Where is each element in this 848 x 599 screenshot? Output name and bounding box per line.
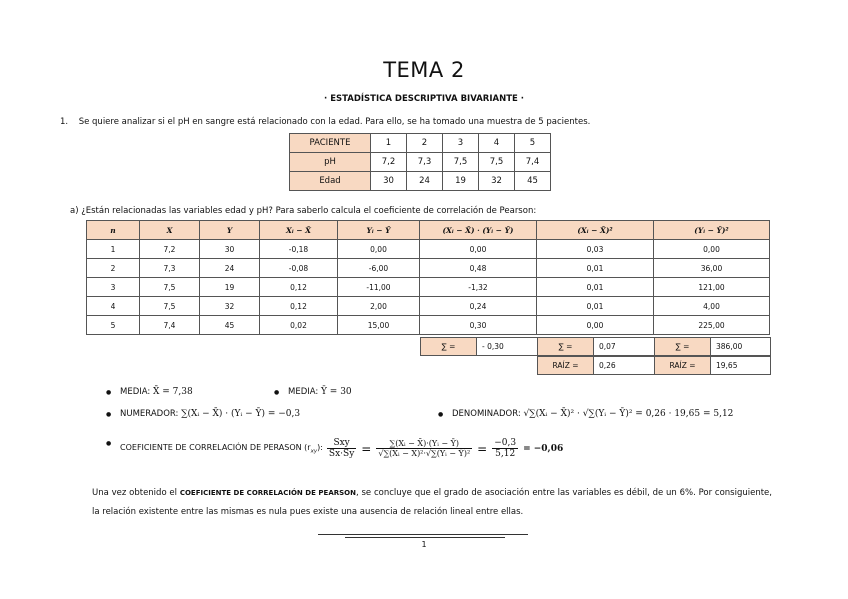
table-cell: 7,2 <box>371 153 407 172</box>
sum-label: ∑ = <box>421 338 477 355</box>
table-row <box>290 134 551 153</box>
sum-label: ∑ = <box>655 338 711 355</box>
pearson-coefficient <box>120 438 563 459</box>
table-cell: -1,32 <box>420 278 537 297</box>
table-cell: 121,00 <box>654 278 770 297</box>
table-cell: 2 <box>407 134 443 153</box>
denominador-label: DENOMINADOR: <box>452 409 521 419</box>
table-cell: 7,5 <box>443 153 479 172</box>
table-cell: 0,48 <box>420 259 537 278</box>
row-label: pH <box>290 153 371 172</box>
sum-xy-box <box>420 337 538 356</box>
page-title: TEMA 2 <box>383 58 465 82</box>
table-cell: 0,00 <box>338 240 420 259</box>
column-header: Yᵢ − Ȳ <box>338 221 420 240</box>
table-cell: 7,5 <box>140 278 200 297</box>
table-cell: 45 <box>515 172 551 191</box>
table-row <box>87 278 770 297</box>
table-row <box>87 316 770 335</box>
column-header: (Yᵢ − Ȳ)² <box>654 221 770 240</box>
table-cell: 0,00 <box>537 316 654 335</box>
table-cell: 4,00 <box>654 297 770 316</box>
table-cell: 19 <box>200 278 260 297</box>
table-cell: 7,5 <box>479 153 515 172</box>
root-label: RAÍZ = <box>655 357 711 374</box>
table-cell: 19 <box>443 172 479 191</box>
media-x <box>120 387 193 397</box>
sum-xy-value: - 0,30 <box>477 338 504 355</box>
table-cell: 7,3 <box>407 153 443 172</box>
table-row <box>87 297 770 316</box>
table-cell: 1 <box>87 240 140 259</box>
equals-sign: = <box>361 441 372 456</box>
fraction-sxy: $\frac{\text{Sxy}}{Sx\cdot Sy}$ <box>328 438 355 459</box>
table-cell: 7,5 <box>140 297 200 316</box>
table-cell: 36,00 <box>654 259 770 278</box>
conclusion-paragraph: Una vez obtenido el COEFICIENTE DE CORRELACIÓN DE PEARSON, se concluye que el grado de asociación entre las variables es débil, de un 6%. Por consiguiente, la relación existente entre las mismas es nula pues existe una ausencia de relación lineal entre ellas. <box>92 488 772 517</box>
table-cell: 2 <box>87 259 140 278</box>
table-cell: 0,12 <box>260 278 338 297</box>
table-cell: -6,00 <box>338 259 420 278</box>
table-cell: 0,24 <box>420 297 537 316</box>
root-x2-box <box>537 356 655 375</box>
page-number: 1 <box>421 540 427 549</box>
question-number: 1. <box>60 117 69 127</box>
table-cell: 0,03 <box>537 240 654 259</box>
fraction-formula: $\frac{\text{∑(Xᵢ − X̄)·(Yᵢ − Ȳ)}}{\text{√∑(Xᵢ − X̄)²·√∑(Yᵢ − Ȳ)²}}$ <box>378 439 471 458</box>
table-cell: 2,00 <box>338 297 420 316</box>
table-cell: 0,01 <box>537 297 654 316</box>
table-cell: 45 <box>200 316 260 335</box>
table-cell: 5 <box>87 316 140 335</box>
row-label: Edad <box>290 172 371 191</box>
table-cell: 4 <box>479 134 515 153</box>
table-cell: 7,4 <box>140 316 200 335</box>
table-cell: 7,2 <box>140 240 200 259</box>
table-cell: 3 <box>87 278 140 297</box>
root-label: RAÍZ = <box>538 357 594 374</box>
row-label: PACIENTE <box>290 134 371 153</box>
table-cell: 7,4 <box>515 153 551 172</box>
column-header: X <box>140 221 200 240</box>
table-header-row <box>87 221 770 240</box>
sum-x2-box <box>537 337 655 356</box>
table-cell: 24 <box>407 172 443 191</box>
table-cell: 1 <box>371 134 407 153</box>
question-a: a) ¿Están relacionadas las variables edad y pH? Para saberlo calcula el coeficiente de correlación de Pearson: <box>70 206 537 216</box>
table-row <box>87 259 770 278</box>
equals-sign: = <box>477 441 488 456</box>
table-cell: 30 <box>371 172 407 191</box>
table-cell: 0,01 <box>537 278 654 297</box>
column-header: n <box>87 221 140 240</box>
table-cell: 0,30 <box>420 316 537 335</box>
table-cell: 0,00 <box>420 240 537 259</box>
media-x-label: MEDIA: <box>120 387 151 397</box>
table-cell: 3 <box>443 134 479 153</box>
table-cell: 32 <box>479 172 515 191</box>
media-y-label: MEDIA: <box>288 387 319 397</box>
table-row <box>290 153 551 172</box>
media-y <box>288 387 352 397</box>
table-cell: 0,00 <box>654 240 770 259</box>
table-cell: 5 <box>515 134 551 153</box>
denominador-value: √∑(Xᵢ − X̄)² · √∑(Yᵢ − Ȳ)² = 0,26 · 19,65 = 5,12 <box>523 409 734 419</box>
conclusion-emphasis: COEFICIENTE DE CORRELACIÓN DE PEARSON <box>179 489 356 497</box>
question-text: Se quiere analizar si el pH en sangre está relacionado con la edad. Para ello, se ha tomado una muestra de 5 pacientes. <box>78 117 591 127</box>
table-cell: 7,3 <box>140 259 200 278</box>
table-row <box>87 240 770 259</box>
footer-divider <box>345 537 505 538</box>
table-cell: 15,00 <box>338 316 420 335</box>
sum-x2-value: 0,07 <box>594 338 616 355</box>
table-cell: -0,18 <box>260 240 338 259</box>
column-header: Y <box>200 221 260 240</box>
table-cell: 225,00 <box>654 316 770 335</box>
table-cell: 0,12 <box>260 297 338 316</box>
question-1 <box>60 117 590 127</box>
column-header: (Xᵢ − X̄) · (Yᵢ − Ȳ) <box>420 221 537 240</box>
table-cell: 0,02 <box>260 316 338 335</box>
table-cell: -0,08 <box>260 259 338 278</box>
table-cell: 30 <box>200 240 260 259</box>
numerador <box>120 409 300 419</box>
media-y-value: Ȳ = 30 <box>321 387 352 397</box>
root-y2-box <box>654 356 771 375</box>
numerador-value: ∑(Xᵢ − X̄) · (Yᵢ − Ȳ) = −0,3 <box>181 409 301 419</box>
coef-final-value: = −0,06 <box>523 443 564 454</box>
table-cell: 0,01 <box>537 259 654 278</box>
table-cell: 4 <box>87 297 140 316</box>
table-cell: 24 <box>200 259 260 278</box>
coef-label: ● COEFICIENTE DE CORRELACIÓN DE PERASON $(r_{xy})$: <box>120 442 323 455</box>
page-subtitle: · ESTADÍSTICA DESCRIPTIVA BIVARIANTE · <box>324 94 524 104</box>
table-row <box>290 172 551 191</box>
sum-y2-value: 386,00 <box>711 338 742 355</box>
root-x2-value: 0,26 <box>594 357 616 374</box>
column-header: (Xᵢ − X̄)² <box>537 221 654 240</box>
table-cell: -11,00 <box>338 278 420 297</box>
numerador-label: NUMERADOR: <box>120 409 179 419</box>
fraction-values: $\frac{-0,3}{5,12}$ <box>494 438 517 459</box>
denominador <box>452 409 733 419</box>
column-header: Xᵢ − X̄ <box>260 221 338 240</box>
patients-table <box>289 133 551 191</box>
root-y2-value: 19,65 <box>711 357 737 374</box>
table-cell: 32 <box>200 297 260 316</box>
sum-label: ∑ = <box>538 338 594 355</box>
media-x-value: X̄ = 7,38 <box>153 387 193 397</box>
pearson-table <box>86 220 770 335</box>
footer-divider <box>318 534 528 535</box>
sum-y2-box <box>654 337 771 356</box>
